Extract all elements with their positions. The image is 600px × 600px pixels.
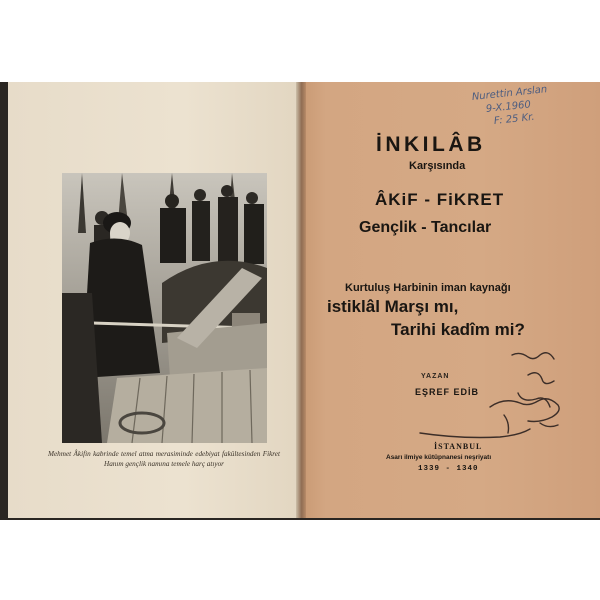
photo-caption: Mehmet Âkifin kabrinde temel atma merasiminde edebiyat fakültesinden Fikret Hanım gençlik namına temele harç atıyor [48,450,280,468]
years-label: 1339 - 1340 [418,465,479,473]
kurtulus-line: Kurtuluş Harbinin iman kaynağı [345,282,511,294]
book-title: İNKILÂB [376,133,486,156]
genclik-line: Gençlik - Tancılar [359,219,492,236]
publisher-label: Asarı ilmiye kütüpnanesi neşriyatı [386,454,492,461]
tarihi-line: Tarihi kadîm mi? [391,320,525,339]
handwritten-note-line: F: 25 Kr. [493,111,536,127]
handwritten-note-line: 9-X.1960 [485,99,532,115]
istiklal-line: istiklâl Marşı mı, [327,297,459,316]
handwritten-note-line: Nurettin Arslan [471,84,548,103]
handwritten-note [471,84,582,128]
city-label: İSTANBUL [434,442,483,451]
author-name: EŞREF EDİB [415,387,480,397]
book-gutter [296,82,306,518]
author-label: YAZAN [421,373,450,380]
book-subtitle: Karşısında [409,160,466,172]
akif-fikret-line: ÂKiF - FiKRET [375,190,505,209]
handwritten-signature-icon [400,345,580,455]
photo-of-ceremony-icon [62,173,267,443]
ceremony-photo [62,173,267,443]
